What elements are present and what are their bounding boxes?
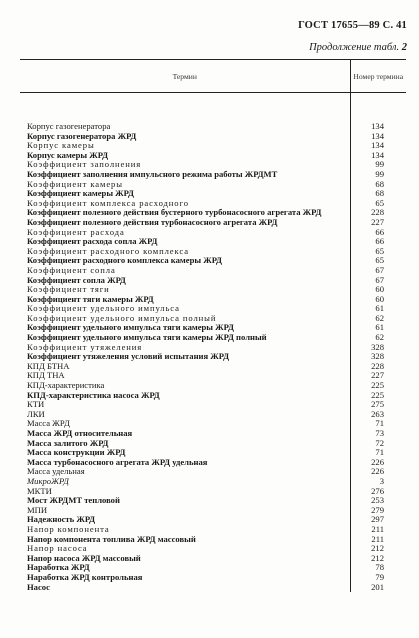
table-row bbox=[20, 410, 406, 420]
terms-index-table bbox=[20, 59, 406, 592]
table-row bbox=[20, 506, 406, 516]
term-cell: Наработка ЖРД bbox=[27, 563, 90, 573]
table-row bbox=[20, 391, 406, 401]
term-cell: Коэффициент тяги камеры ЖРД bbox=[27, 294, 154, 304]
table-row bbox=[20, 371, 406, 381]
term-number-cell: 134 bbox=[350, 151, 406, 161]
term-cell: Коэффициент сопла bbox=[27, 265, 116, 275]
table-row bbox=[20, 160, 406, 170]
term-number-cell: 61 bbox=[350, 304, 406, 314]
term-number-cell: 279 bbox=[350, 506, 406, 516]
term-cell: Напор компонента bbox=[27, 524, 110, 534]
term-cell: Коэффициент удельного импульса тяги камеры ЖРД bbox=[27, 323, 234, 333]
table-row bbox=[20, 180, 406, 190]
table-row bbox=[20, 285, 406, 295]
term-number-cell: 212 bbox=[350, 554, 406, 564]
term-cell: Мост ЖРДМТ тепловой bbox=[27, 496, 120, 506]
table-row bbox=[20, 247, 406, 257]
term-number-cell: 65 bbox=[350, 256, 406, 266]
term-cell: Коэффициент утяжеления bbox=[27, 342, 143, 352]
term-cell: Коэффициент удельного импульса полный bbox=[27, 313, 217, 323]
term-cell: Коэффициент удельного импульса тяги камеры ЖРД полный bbox=[27, 333, 267, 343]
table-row bbox=[20, 352, 406, 362]
table-row bbox=[20, 496, 406, 506]
term-number-cell: 68 bbox=[350, 180, 406, 190]
term-number-cell: 226 bbox=[350, 467, 406, 477]
term-cell: Напор компонента топлива ЖРД массовый bbox=[27, 534, 196, 544]
term-number-cell: 71 bbox=[350, 448, 406, 458]
term-number-cell: 253 bbox=[350, 496, 406, 506]
table-row bbox=[20, 256, 406, 266]
term-number-cell: 61 bbox=[350, 323, 406, 333]
table-row bbox=[20, 429, 406, 439]
term-number-cell: 65 bbox=[350, 199, 406, 209]
table-row bbox=[20, 448, 406, 458]
term-number-cell: 211 bbox=[350, 535, 406, 545]
table-row bbox=[20, 419, 406, 429]
term-cell: Надежность ЖРД bbox=[27, 515, 96, 525]
term-number-cell: 60 bbox=[350, 295, 406, 305]
term-number-cell: 99 bbox=[350, 170, 406, 180]
table-row bbox=[20, 199, 406, 209]
term-cell: Наработка ЖРД контрольная bbox=[27, 572, 143, 582]
table-row bbox=[20, 439, 406, 449]
table-row bbox=[20, 362, 406, 372]
term-number-cell: 212 bbox=[350, 544, 406, 554]
column-header-number: Номер термина bbox=[350, 60, 406, 93]
table-row bbox=[20, 295, 406, 305]
term-cell: Коэффициент комплекса расходного bbox=[27, 198, 189, 208]
table-row bbox=[20, 554, 406, 564]
term-cell: Напор насоса ЖРД массовый bbox=[27, 553, 141, 563]
term-number-cell: 3 bbox=[350, 477, 406, 487]
term-number-cell: 275 bbox=[350, 400, 406, 410]
term-cell: Коэффициент удельного импульса bbox=[27, 304, 180, 314]
term-cell: Корпус камеры bbox=[27, 141, 95, 151]
term-number-cell: 328 bbox=[350, 343, 406, 353]
term-number-cell: 134 bbox=[350, 93, 406, 132]
term-number-cell: 66 bbox=[350, 237, 406, 247]
table-row bbox=[20, 151, 406, 161]
term-cell: Коэффициент тяги bbox=[27, 285, 110, 295]
term-cell: КПД-характеристика bbox=[27, 381, 105, 391]
term-cell: Корпус газогенератора ЖРД bbox=[27, 131, 137, 141]
table-row bbox=[20, 93, 406, 132]
table-row bbox=[20, 228, 406, 238]
table-row bbox=[20, 381, 406, 391]
term-cell: КПД БТНА bbox=[27, 361, 70, 371]
term-number-cell: 226 bbox=[350, 458, 406, 468]
term-number-cell: 328 bbox=[350, 352, 406, 362]
term-number-cell: 72 bbox=[350, 439, 406, 449]
term-cell: Корпус газогенератора bbox=[27, 121, 111, 131]
term-number-cell: 60 bbox=[350, 285, 406, 295]
table-row bbox=[20, 276, 406, 286]
term-number-cell: 79 bbox=[350, 573, 406, 583]
table-row bbox=[20, 208, 406, 218]
term-number-cell: 65 bbox=[350, 247, 406, 257]
term-cell: КТИ bbox=[27, 400, 45, 410]
term-cell: МКТИ bbox=[27, 486, 52, 496]
table-row bbox=[20, 333, 406, 343]
table-row bbox=[20, 343, 406, 353]
term-cell: Коэффициент заполнения импульсного режима работы ЖРДМТ bbox=[27, 169, 278, 179]
table-row bbox=[20, 487, 406, 497]
page-header: ГОСТ 17655—89 С. 41 bbox=[298, 20, 407, 31]
term-number-cell: 67 bbox=[350, 266, 406, 276]
term-number-cell: 228 bbox=[350, 208, 406, 218]
term-cell: Коэффициент полезного действия турбонасосного агрегата ЖРД bbox=[27, 217, 278, 227]
table-row bbox=[20, 141, 406, 151]
table-row bbox=[20, 314, 406, 324]
table-row bbox=[20, 304, 406, 314]
term-cell: Масса удельная bbox=[27, 467, 85, 477]
term-cell: Коэффициент камеры ЖРД bbox=[27, 189, 134, 199]
term-number-cell: 66 bbox=[350, 228, 406, 238]
term-cell: Коэффициент сопла ЖРД bbox=[27, 275, 126, 285]
term-number-cell: 68 bbox=[350, 189, 406, 199]
table-row bbox=[20, 467, 406, 477]
term-cell: Коэффициент расхода bbox=[27, 227, 125, 237]
term-cell: МикроЖРД bbox=[27, 476, 69, 486]
table-row bbox=[20, 400, 406, 410]
term-number-cell: 78 bbox=[350, 563, 406, 573]
table-row bbox=[20, 583, 406, 593]
table-row bbox=[20, 544, 406, 554]
term-number-cell: 276 bbox=[350, 487, 406, 497]
table-row bbox=[20, 515, 406, 525]
continuation-text: Продолжение табл. bbox=[309, 42, 400, 53]
term-number-cell: 227 bbox=[350, 218, 406, 228]
table-row bbox=[20, 535, 406, 545]
term-cell: Коэффициент расхода сопла ЖРД bbox=[27, 237, 158, 247]
term-number-cell: 297 bbox=[350, 515, 406, 525]
term-cell: КПД ТНА bbox=[27, 371, 65, 381]
table-body bbox=[20, 93, 406, 593]
table-row bbox=[20, 458, 406, 468]
term-number-cell: 263 bbox=[350, 410, 406, 420]
term-cell: Корпус камеры ЖРД bbox=[27, 150, 108, 160]
term-cell: Напор насоса bbox=[27, 544, 88, 554]
term-number-cell: 71 bbox=[350, 419, 406, 429]
term-number-cell: 201 bbox=[350, 583, 406, 593]
term-number-cell: 225 bbox=[350, 381, 406, 391]
term-number-cell: 228 bbox=[350, 362, 406, 372]
term-cell: Масса турбонасосного агрегата ЖРД удельная bbox=[27, 457, 208, 467]
term-cell: Масса ЖРД bbox=[27, 419, 70, 429]
table-row bbox=[20, 563, 406, 573]
continuation-table-number: 2 bbox=[401, 42, 407, 53]
term-cell: Коэффициент расходного комплекса bbox=[27, 246, 189, 256]
term-number-cell: 99 bbox=[350, 160, 406, 170]
table-row bbox=[20, 218, 406, 228]
term-number-cell: 67 bbox=[350, 276, 406, 286]
term-number-cell: 211 bbox=[350, 525, 406, 535]
term-number-cell: 62 bbox=[350, 314, 406, 324]
term-cell: Масса конструкции ЖРД bbox=[27, 448, 126, 458]
term-cell: Коэффициент расходного комплекса камеры ЖРД bbox=[27, 256, 222, 266]
table-row bbox=[20, 573, 406, 583]
table-continuation-label bbox=[309, 42, 407, 53]
table-row bbox=[20, 237, 406, 247]
table-row bbox=[20, 266, 406, 276]
term-cell: Масса ЖРД относительная bbox=[27, 429, 133, 438]
term-number-cell: 225 bbox=[350, 391, 406, 401]
table-row bbox=[20, 477, 406, 487]
term-number-cell: 134 bbox=[350, 132, 406, 142]
term-number-cell: 134 bbox=[350, 141, 406, 151]
term-cell: Коэффициент утяжеления условий испытания ЖРД bbox=[27, 352, 230, 362]
table-row bbox=[20, 525, 406, 535]
term-cell: Коэффициент заполнения bbox=[27, 160, 142, 170]
term-cell: Насос bbox=[27, 582, 50, 592]
term-cell: Коэффициент камеры bbox=[27, 179, 123, 189]
term-number-cell: 62 bbox=[350, 333, 406, 343]
table-row bbox=[20, 132, 406, 142]
term-number-cell: 73 bbox=[350, 429, 406, 439]
table-row bbox=[20, 323, 406, 333]
term-cell: МПИ bbox=[27, 505, 48, 515]
table-row bbox=[20, 189, 406, 199]
term-cell: Коэффициент полезного действия бустерного турбонасосного агрегата ЖРД bbox=[27, 208, 322, 218]
column-header-term: Термин bbox=[20, 60, 350, 93]
term-cell: Масса залитого ЖРД bbox=[27, 438, 109, 448]
table-header-row bbox=[20, 60, 406, 93]
table-row bbox=[20, 170, 406, 180]
term-number-cell: 227 bbox=[350, 371, 406, 381]
term-cell: КПД-характеристика насоса ЖРД bbox=[27, 390, 160, 400]
term-cell: ЛКИ bbox=[27, 409, 45, 419]
